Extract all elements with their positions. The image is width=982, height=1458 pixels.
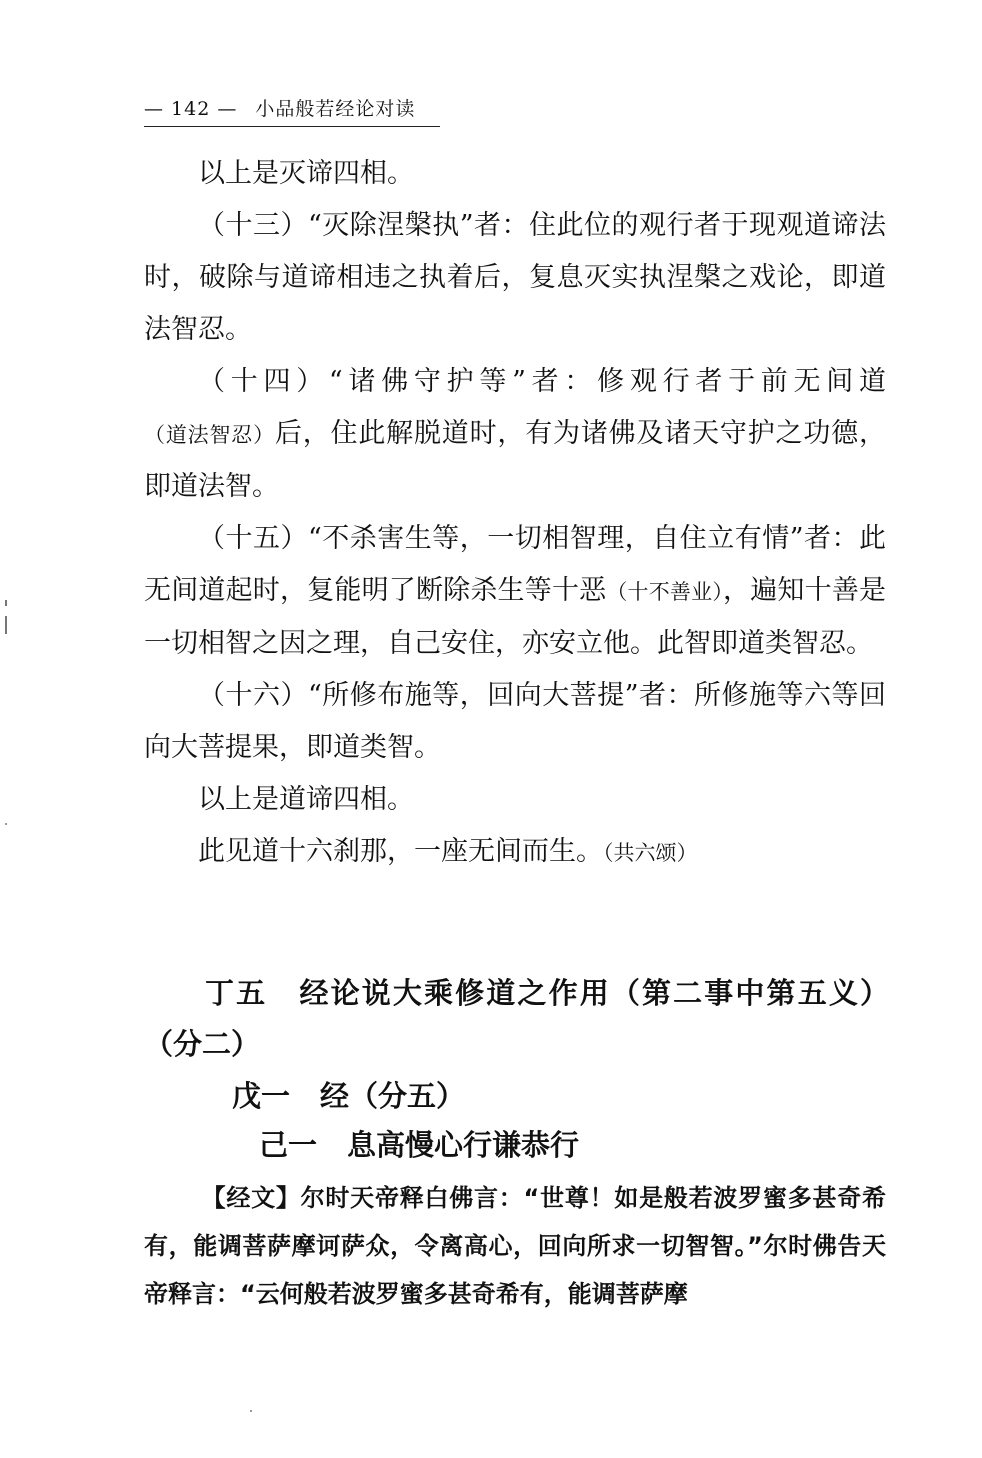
paragraph-text: （十四）“诸佛守护等”者：修观行者于前无间道 [198, 366, 886, 397]
inline-note: （十不善业） [606, 580, 724, 604]
section-heading-wu1 [232, 1071, 465, 1121]
section-heading-ji1 [259, 1120, 579, 1170]
heading-title: 经（分五） [320, 1079, 466, 1113]
paragraph: 以上是灭谛四相。 [198, 158, 414, 189]
running-header [144, 96, 440, 127]
paragraph-text: 此见道十六刹那，一座无间而生。 [198, 836, 603, 867]
paragraph [144, 513, 886, 670]
heading-label: 戊一 [232, 1079, 291, 1113]
paragraph: （十六）“所修布施等，回向大菩提”者：所修施等六等回向大菩提果，即道类智。 [144, 680, 886, 763]
paragraph-text: （十五）“不杀害生等，一切相智理，自住立有情”者：此无间道起时，复能明了断除杀生等十恶 [144, 523, 886, 606]
paragraph [144, 356, 886, 513]
inline-note: （共六颂） [603, 841, 698, 865]
page-number: — 142 — [144, 98, 238, 120]
heading-title: 经论说大乘修道之作用（第二事中第五义） [297, 976, 889, 1010]
book-title: 小品般若经论对读 [255, 98, 416, 120]
paragraph: 以上是道谛四相。 [198, 784, 414, 815]
heading-label: 丁五 [205, 976, 268, 1010]
inline-note: （道法智忍） [144, 423, 275, 447]
paragraph-text: ，遍知十善是一切相智之因之理，自己安住，亦安立他。此智即道类智忍。 [144, 575, 887, 659]
scan-speck [5, 823, 7, 825]
sutra-text: 尔时天帝释白佛言：“世尊！如是般若波罗蜜多甚奇希有，能调菩萨摩诃萨众，令离高心，回向所求一切智智。”尔时佛告天帝释言：“云何般若波罗蜜多甚奇希有，能调菩萨摩 [144, 1184, 886, 1308]
section-heading-ding5-tail: （分二） [144, 1027, 261, 1061]
commentary-body [144, 148, 886, 879]
sutra-text-block [144, 1174, 886, 1318]
paragraph: （十三）“灭除涅槃执”者：住此位的观行者于现观道谛法时，破除与道谛相违之执着后，复息灭实执涅槃之戏论，即道法智忍。 [144, 210, 886, 345]
scan-speck [250, 1410, 252, 1412]
sutra-label: 【经文】 [201, 1184, 301, 1212]
sutra-paragraph [144, 1174, 886, 1318]
heading-title: 息高慢心行谦恭行 [347, 1128, 580, 1162]
scan-margin-mark [5, 616, 7, 634]
section-heading-ding5 [205, 968, 889, 1018]
paragraph [144, 826, 886, 879]
paragraph-text: 后，住此解脱道时，有为诸佛及诸天守护之功德，即道法智。 [144, 418, 887, 502]
scan-margin-mark [5, 600, 7, 606]
heading-label: 己一 [259, 1128, 318, 1162]
